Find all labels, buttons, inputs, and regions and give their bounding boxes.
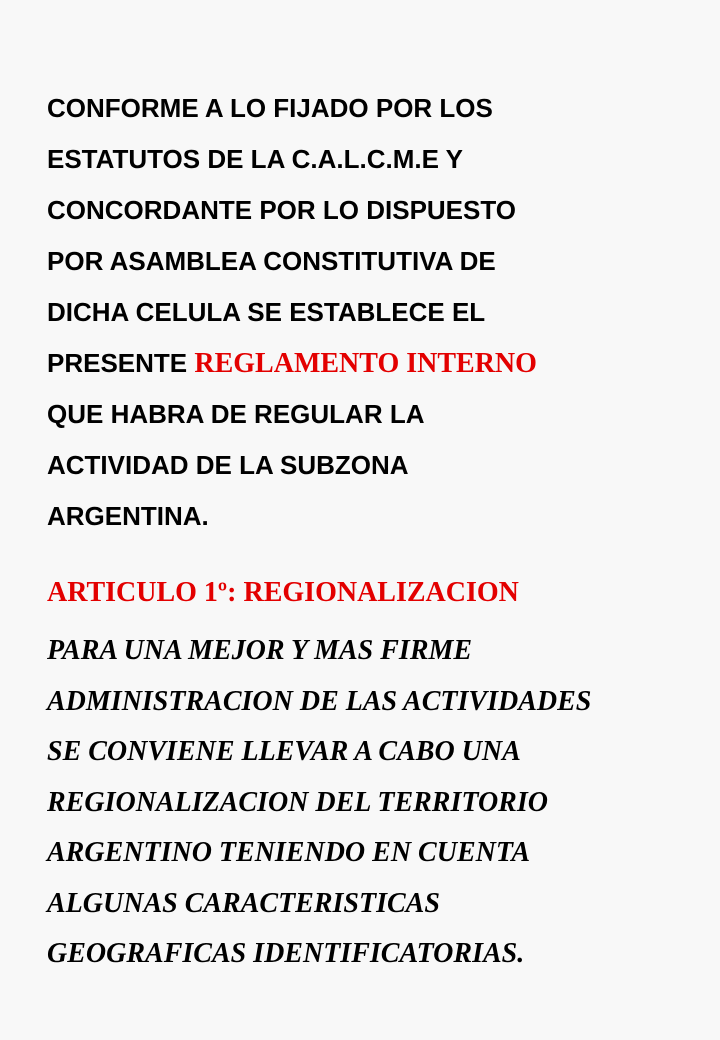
article-line: ALGUNAS CARACTERISTICAS: [47, 887, 440, 919]
intro-paragraph: [47, 83, 687, 542]
intro-line: QUE HABRA DE REGULAR LA: [47, 399, 425, 429]
intro-line-prefix: PRESENTE: [47, 348, 195, 378]
article-line: SE CONVIENE LLEVAR A CABO UNA: [47, 736, 521, 767]
intro-line: POR ASAMBLEA CONSTITUTIVA DE: [47, 246, 496, 276]
article-line: GEOGRAFICAS IDENTIFICATORIAS.: [47, 938, 525, 969]
intro-line: ACTIVIDAD DE LA SUBZONA: [47, 450, 409, 480]
article-line: ADMINISTRACION DE LAS ACTIVIDADES: [47, 685, 592, 717]
intro-line: CONFORME A LO FIJADO POR LOS: [47, 93, 493, 123]
intro-line: CONCORDANTE POR LO DISPUESTO: [47, 195, 517, 225]
intro-line: ARGENTINA.: [47, 501, 209, 531]
intro-line-with-highlight: [47, 338, 687, 389]
article-line: PARA UNA MEJOR Y MAS FIRME: [47, 635, 473, 666]
article-line: REGIONALIZACION DEL TERRITORIO: [47, 786, 548, 818]
article-line: ARGENTINO TENIENDO EN CUENTA: [47, 837, 531, 868]
article-heading: ARTICULO 1º: REGIONALIZACION: [47, 577, 519, 608]
intro-line: DICHA CELULA SE ESTABLECE EL: [47, 297, 486, 327]
article-body: [47, 626, 707, 980]
intro-line: ESTATUTOS DE LA C.A.L.C.M.E Y: [47, 144, 464, 174]
reglamento-interno-highlight: REGLAMENTO INTERNO: [194, 348, 537, 379]
